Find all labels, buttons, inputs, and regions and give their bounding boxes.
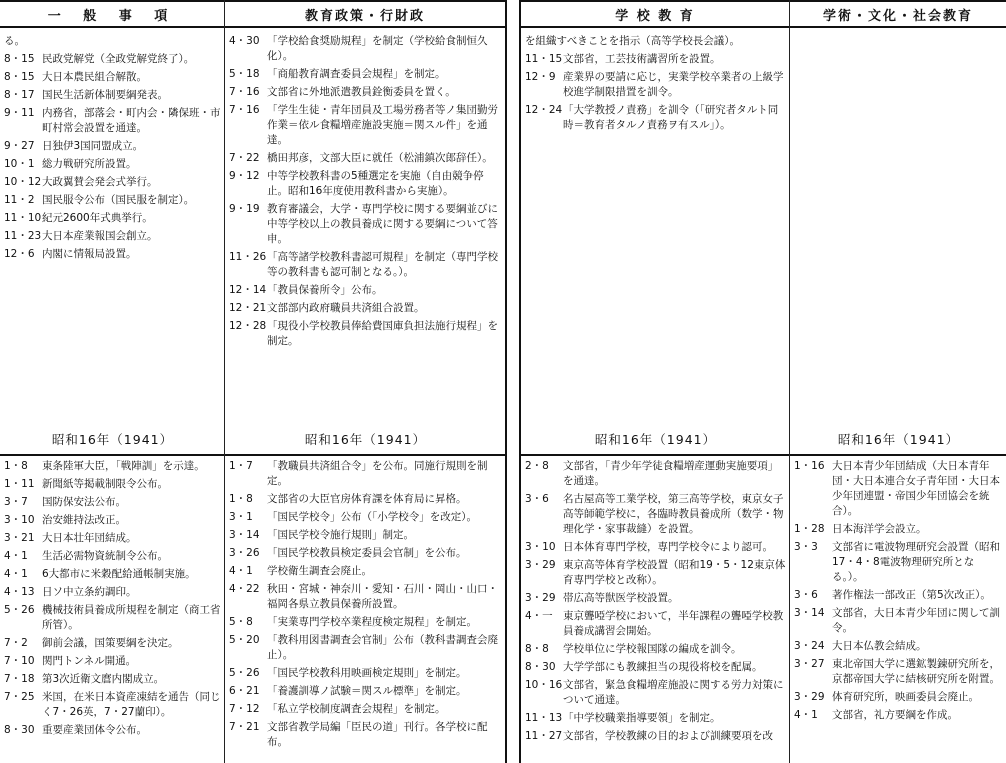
entry-date: 5・8 [229,616,253,628]
entry-date: 1・11 [4,478,35,490]
school-bottom-entries [525,459,786,744]
chronology-entry [229,459,502,489]
entry-text: 著作権法一部改正（第5次改正）。 [832,589,991,601]
entry-date: 3・7 [4,496,28,508]
entry-date: 6・21 [229,685,260,697]
chronology-entry [525,70,786,100]
entry-text: 紀元2600年式典挙行。 [42,212,153,224]
entry-text: 「大学教授ノ責務」を訓令（「研究者タルト同時＝教育者タルノ責務ヲ有スル」）。 [563,104,779,131]
entry-date: 7・10 [4,655,35,667]
entry-text: 体育研究所，映画委員会廃止。 [832,691,979,703]
entry-date: 4・22 [229,583,260,595]
entry-date: 12・28 [229,320,267,332]
chronology-entry [229,684,502,699]
entry-text: 文部省，大日本青少年団に関して訓令。 [832,607,1000,634]
entry-date: 3・3 [794,541,818,553]
entry-date: 4・1 [794,709,818,721]
chronology-entry [229,250,502,280]
chronology-entry [794,708,1003,723]
chronology-entry [229,67,502,82]
chronology-entry [229,301,502,316]
chronology-entry [4,549,221,564]
entry-date: 5・26 [229,667,260,679]
chronology-entry [4,211,221,226]
chronology-entry [229,319,502,349]
chronology-entry [525,729,786,744]
chronology-entry [229,202,502,247]
chronology-entry [229,169,502,199]
chronology-entry [525,492,786,537]
chronology-entry [4,531,221,546]
chronology-entry [229,564,502,579]
chronology-entry [4,636,221,651]
chronology-entry [229,103,502,148]
entry-date: 4・1 [4,568,28,580]
entry-date: 3・10 [4,514,35,526]
entry-date: 5・26 [4,604,35,616]
chronology-entry [525,103,786,133]
chronology-entry [525,591,786,606]
entry-date: 9・11 [4,107,35,119]
entry-text: 「国民学校教員検定委員会官制」を公布。 [267,547,467,559]
chronology-entry [4,477,221,492]
entry-date: 4・30 [229,35,260,47]
entry-text: 大学学部にも教練担当の現役将校を配属。 [563,661,763,673]
chronology-entry [229,702,502,717]
entry-date: 3・1 [229,511,253,523]
entry-text: 内閣に情報局設置。 [42,248,137,260]
entry-text: 東京高等体育学校設置（昭和19・5・12東京体育専門学校と改称）。 [563,559,786,586]
entry-date: 7・16 [229,86,260,98]
entry-text: 大日本農民組合解散。 [42,71,147,83]
entry-text: 「国民学校令」公布（「小学校令」を改定）。 [267,511,477,523]
chronology-entry [229,720,502,750]
entry-text: 関門トンネル開通。 [42,655,137,667]
chronology-entry [229,34,502,64]
entry-date: 7・18 [4,673,35,685]
entry-text: 「現役小学校教員俸給費国庫負担法施行規程」を制定。 [267,320,498,347]
entry-date: 7・21 [229,721,260,733]
chronology-entry [4,459,221,474]
entry-date: 12・9 [525,71,556,83]
entry-text: 東条陸軍大臣，「戦陣訓」を示達。 [42,460,205,472]
entry-text: 6大都市に米穀配給通帳制実施。 [42,568,196,580]
entry-date: 10・12 [4,176,42,188]
entry-date: 3・29 [525,559,556,571]
entry-text: 大政翼賛会発会式挙行。 [42,176,158,188]
chronology-entry [4,157,221,172]
chronology-entry [794,639,1003,654]
entry-date: 12・6 [4,248,35,260]
policy-top-list [225,34,505,352]
entry-text: 文部部内政府職員共済組合設置。 [267,302,425,314]
chronology-entry [4,654,221,669]
chronology-entry [4,723,221,738]
entry-date: 11・13 [525,712,563,724]
entry-text: 文部省に電波物理研究会設置（昭和17・4・8電波物理研究所となる。）。 [832,541,1000,583]
entry-text: 国民生活新体制要綱発表。 [42,89,168,101]
chronology-entry [229,546,502,561]
entry-date: 7・2 [4,637,28,649]
entry-text: 文部省，礼方要綱を作成。 [832,709,958,721]
general-continuation: る。 [4,35,25,47]
entry-text: 東北帝国大学に選鉱製錬研究所を，京都帝国大学に結核研究所を附置。 [832,658,1000,685]
chronology-entry [4,106,221,136]
school-top-list [521,34,789,136]
chronology-entry [4,585,221,600]
chronology-entry [4,88,221,103]
chronology-entry [525,678,786,708]
chronology-entry [4,495,221,510]
entry-date: 8・30 [525,661,556,673]
entry-date: 1・7 [229,460,253,472]
chronology-entry [4,672,221,687]
entry-text: 国民服令公布（国民服を制定）。 [42,194,195,206]
general-bottom-entries [4,459,221,738]
chronology-entry [4,139,221,154]
entry-text: 「商船教育調査委員会規程」を制定。 [267,68,446,80]
entry-text: 大日本産業報国会創立。 [42,230,158,242]
header-academic-culture: 学術・文化・社会教育 [790,0,1006,28]
chronology-entry [525,711,786,726]
entry-date: 11・27 [525,730,563,742]
chronology-entry [229,633,502,663]
entry-text: 内務省，部落会・町内会・隣保班・市町村常会設置を通達。 [42,107,221,134]
entry-text: 「学校給食奨励規程」を制定（学校給食制恒久化）。 [267,35,488,62]
entry-date: 11・2 [4,194,35,206]
entry-date: 12・21 [229,302,267,314]
entry-text: 日ソ中立条約調印。 [42,586,137,598]
chronology-entry [794,459,1003,519]
chronology-entry [794,606,1003,636]
chronology-entry [229,510,502,525]
chronology-entry [4,247,221,262]
entry-date: 11・23 [4,230,42,242]
general-top-list [0,34,224,265]
entry-date: 3・26 [229,547,260,559]
entry-date: 9・12 [229,170,260,182]
chronology-entry [4,513,221,528]
academic-bottom-entries [794,459,1003,723]
school-top-entries [525,52,786,133]
chronology-entry [4,690,221,720]
year-heading-school: 昭和16年（1941） [594,432,717,447]
entry-text: 帯広高等獣医学校設置。 [563,592,679,604]
entry-date: 10・16 [525,679,563,691]
entry-text: 治安維持法改正。 [42,514,126,526]
chronology-entry [4,70,221,85]
chronology-entry [4,175,221,190]
entry-text: 文部省に外地派遣教員銓衡委員を置く。 [267,86,456,98]
chronology-entry [4,567,221,582]
entry-date: 3・6 [525,493,549,505]
entry-text: 「国民学校教科用映画検定規則」を制定。 [267,667,467,679]
entry-text: 御前会議，国策要綱を決定。 [42,637,179,649]
school-bottom-list [521,454,789,763]
chronology-entry [525,540,786,555]
chronology-entry [525,642,786,657]
chronology-entry [4,229,221,244]
chronology-entry [525,52,786,67]
chronology-entry [229,666,502,681]
entry-text: 生活必需物資統制令公布。 [42,550,168,562]
entry-date: 12・14 [229,284,267,296]
entry-text: 「学生生徒・青年団員及工場労務者等ノ集団勤労作業＝依ル食糧増産施設実施＝関スル件」を通達。 [267,104,498,146]
entry-text: 新聞紙等掲載制限令公布。 [42,478,168,490]
header-education-policy: 教育政策・行財政 [225,0,505,28]
entry-date: 3・29 [794,691,825,703]
entry-date: 3・6 [794,589,818,601]
entry-text: 日独伊3国同盟成立。 [42,140,144,152]
entry-text: 文部省教学局編「臣民の道」刊行。各学校に配布。 [267,721,488,748]
academic-bottom-list [790,454,1006,763]
chronology-entry [229,582,502,612]
entry-date: 7・12 [229,703,260,715]
entry-date: 7・22 [229,152,260,164]
entry-text: 文部省の大臣官房体育課を体育局に昇格。 [267,493,467,505]
entry-date: 11・15 [525,53,563,65]
entry-text: 秋田・宮城・神奈川・愛知・石川・岡山・山口・福岡各県立教員保養所設置。 [267,583,498,610]
column-academic-culture [789,0,1006,763]
entry-date: 3・10 [525,541,556,553]
entry-date: 4・13 [4,586,35,598]
entry-text: 文部省，学校教練の目的および訓練要項を改 [563,730,773,742]
entry-text: 「私立学校制度調査会規程」を制定。 [267,703,446,715]
entry-text: 文部省，緊急食糧増産施設に関する労力対策について通達。 [563,679,784,706]
entry-text: 中等学校教科書の5種選定を実施（自由競争停止。昭和16年度使用教科書から実施）。 [267,170,484,197]
entry-date: 4・1 [229,565,253,577]
entry-text: 産業界の要請に応じ，実業学校卒業者の上級学校進学制限措置を訓令。 [563,71,784,98]
entry-date: 3・14 [229,529,260,541]
entry-text: 重要産業団体令公布。 [42,724,147,736]
entry-text: 文部省，「青少年学徒食糧増産運動実施要項」を通達。 [563,460,779,487]
entry-date: 2・8 [525,460,549,472]
entry-text: 学校衛生調査会廃止。 [267,565,372,577]
entry-text: 橋田邦彦，文部大臣に就任（松浦鎮次郎辞任）。 [267,152,493,164]
entry-text: 米国，在米日本資産凍結を通告（同じく7・26英，7・27蘭印）。 [42,691,221,718]
chronology-entry [794,588,1003,603]
entry-date: 3・29 [525,592,556,604]
entry-date: 4・一 [525,610,553,622]
entry-date: 7・16 [229,104,260,116]
header-school-education: 学 校 教 育 [521,0,789,28]
entry-text: 大日本青少年団結成（大日本青年団・大日本連合女子青年団・大日本少年団連盟・帝国少年団協会を統合）。 [832,460,1000,517]
chronology-entry [4,193,221,208]
entry-text: 大日本壮年団結成。 [42,532,137,544]
chronology-entry [229,85,502,100]
entry-date: 4・1 [4,550,28,562]
entry-date: 12・24 [525,104,563,116]
entry-date: 1・8 [229,493,253,505]
entry-text: 名古屋高等工業学校，第三高等学校，東京女子高等師範学校に，各臨時教員養成所（数学・物理化学・家事裁縫）を設置。 [563,493,784,535]
entry-text: 大日本仏教会結成。 [832,640,927,652]
entry-date: 1・28 [794,523,825,535]
chronology-entry [794,690,1003,705]
chronology-entry [4,603,221,633]
entry-text: 教育審議会，大学・専門学校に関する要綱並びに中等学校以上の教員養成に関する要綱について答申。 [267,203,498,245]
chronology-entry [794,540,1003,585]
entry-text: 東京聾啞学校において，半年課程の聾啞学校教員養成講習会開始。 [563,610,784,637]
header-general-affairs: 一 般 事 項 [0,0,224,28]
entry-date: 1・16 [794,460,825,472]
chronology-entry [229,528,502,543]
policy-bottom-entries [229,459,502,750]
entry-date: 9・19 [229,203,260,215]
entry-text: 総力戦研究所設置。 [42,158,137,170]
entry-date: 5・18 [229,68,260,80]
entry-date: 7・25 [4,691,35,703]
policy-bottom-list [225,454,505,763]
chronology-entry [229,492,502,507]
entry-date: 8・15 [4,53,35,65]
entry-text: 「中学校職業指導要領」を制定。 [563,712,721,724]
entry-date: 5・20 [229,634,260,646]
entry-date: 8・17 [4,89,35,101]
year-heading-policy: 昭和16年（1941） [304,432,427,447]
general-top-entries [4,52,221,262]
entry-text: 民政党解党（全政党解党終了）。 [42,53,195,65]
chronology-entry [229,283,502,298]
entry-text: 第3次近衛文麿内閣成立。 [42,673,165,685]
policy-top-entries [229,34,502,349]
entry-text: 日本海洋学会設立。 [832,523,927,535]
entry-text: 機械技術員養成所規程を制定（商工省所管）。 [42,604,221,631]
entry-date: 8・8 [525,643,549,655]
entry-text: 「教員保養所令」公布。 [267,284,383,296]
entry-text: 「実業専門学校卒業程度検定規程」を制定。 [267,616,477,628]
entry-date: 11・10 [4,212,42,224]
entry-date: 8・30 [4,724,35,736]
entry-date: 3・27 [794,658,825,670]
chronology-entry [794,657,1003,687]
entry-date: 10・1 [4,158,35,170]
entry-text: 「国民学校令施行規則」制定。 [267,529,414,541]
chronology-entry [229,615,502,630]
year-heading-academic: 昭和16年（1941） [837,432,960,447]
entry-text: 「高等諸学校教科書認可規程」を制定（専門学校等の教科書も認可制となる。）。 [267,251,498,278]
entry-date: 11・26 [229,251,267,263]
column-education-policy [224,0,507,763]
entry-text: 日本体育専門学校，専門学校令により認可。 [563,541,773,553]
entry-text: 「養護訓導ノ試験＝関スル標準」を制定。 [267,685,467,697]
entry-date: 3・14 [794,607,825,619]
chronology-entry [525,459,786,489]
chronology-entry [229,151,502,166]
entry-date: 9・27 [4,140,35,152]
entry-text: 「教科用図書調査会官制」公布（教科書調査会廃止）。 [267,634,498,661]
entry-text: 「教職員共済組合令」を公布。同施行規則を制定。 [267,460,488,487]
general-bottom-list [0,454,224,763]
year-heading-general: 昭和16年（1941） [51,432,174,447]
entry-date: 1・8 [4,460,28,472]
chronology-entry [525,609,786,639]
column-general-affairs [0,0,224,763]
school-continuation: を組織すべきことを指示（高等学校長会議）。 [525,35,741,47]
entry-date: 8・15 [4,71,35,83]
entry-text: 文部省，工芸技術講習所を設置。 [563,53,721,65]
chronology-entry [4,52,221,67]
entry-date: 3・24 [794,640,825,652]
chronology-entry [525,660,786,675]
column-school-education [519,0,789,763]
entry-text: 国防保安法公布。 [42,496,126,508]
chronology-entry [794,522,1003,537]
chronology-entry [525,558,786,588]
entry-text: 学校単位に学校報国隊の編成を訓令。 [563,643,742,655]
entry-date: 3・21 [4,532,35,544]
